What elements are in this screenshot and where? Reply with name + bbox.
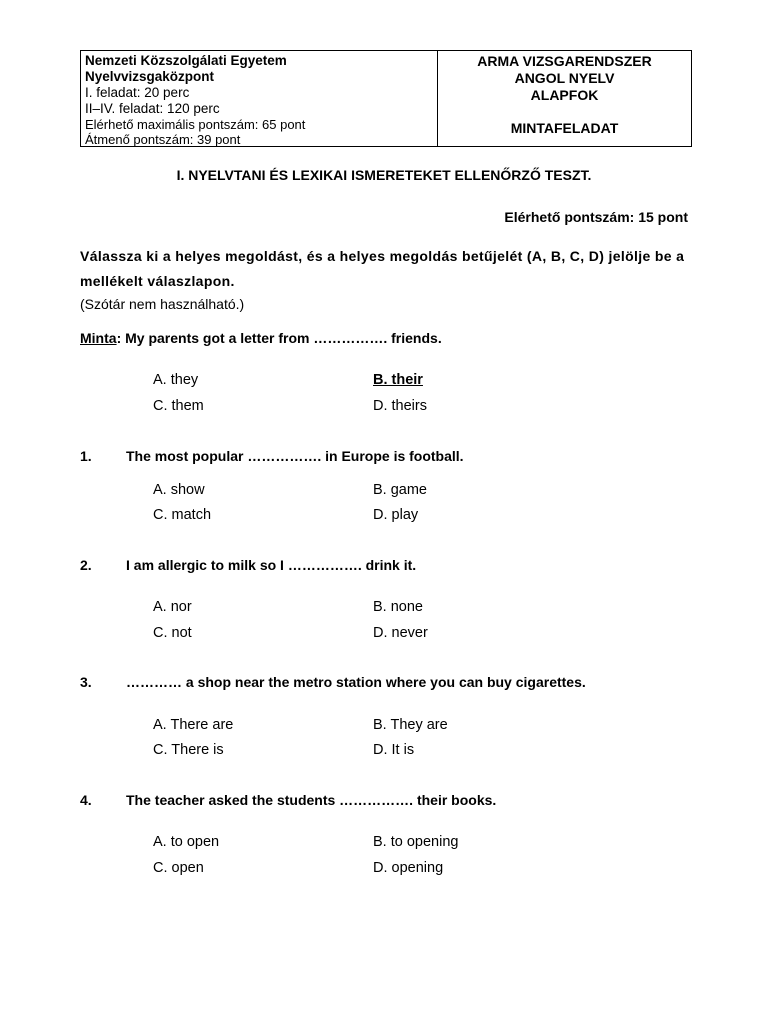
option-b: B. none [373, 599, 423, 615]
option-b: B. game [373, 482, 427, 498]
center-name: Nyelvvizsgaközpont [85, 69, 215, 84]
header-table [80, 50, 692, 147]
option-c: C. not [153, 625, 192, 641]
exam-language: ANGOL NYELV [514, 70, 615, 86]
option-c: C. There is [153, 742, 224, 758]
header-right-cell [438, 51, 691, 146]
example-question [80, 330, 442, 346]
question-2 [80, 557, 416, 573]
question-1 [80, 448, 464, 464]
exam-type: MINTAFELADAT [510, 120, 619, 136]
option-d: D. never [373, 625, 428, 641]
example-label: Minta [80, 330, 117, 346]
option-d: D. play [373, 507, 419, 523]
instructions: Válassza ki a helyes megoldást, és a helyes megoldás betűjelét (A, B, C, D) jelölje be a mellékelt válaszlapon. [80, 248, 685, 289]
max-points-info: Elérhető maximális pontszám: 65 pont [85, 117, 306, 132]
example-option-c: C. them [153, 398, 204, 414]
question-number: 1. [80, 448, 92, 464]
question-4 [80, 792, 496, 808]
question-3 [80, 674, 586, 690]
question-number: 2. [80, 557, 92, 573]
question-text: The most popular ……………. in Europe is football. [126, 448, 464, 464]
question-number: 3. [80, 674, 92, 690]
example-option-b-correct: B. their [373, 372, 423, 388]
option-c: C. open [153, 860, 204, 876]
option-a: A. show [153, 482, 205, 498]
exam-level: ALAPFOK [530, 87, 599, 103]
test-points: Elérhető pontszám: 15 pont [504, 209, 688, 225]
option-a: A. nor [153, 599, 192, 615]
example-option-d: D. theirs [373, 398, 427, 414]
task2-time: II–IV. feladat: 120 perc [85, 101, 220, 116]
option-c: C. match [153, 507, 212, 523]
test-title: I. NYELVTANI ÉS LEXIKAI ISMERETEKET ELLENŐRZŐ TESZT. [176, 167, 592, 183]
option-d: D. opening [373, 860, 444, 876]
task1-time: I. feladat: 20 perc [85, 85, 190, 100]
institution-name: Nemzeti Közszolgálati Egyetem [85, 53, 287, 68]
dictionary-note: (Szótár nem használható.) [80, 296, 245, 312]
question-number: 4. [80, 792, 92, 808]
exam-system: ARMA VIZSGARENDSZER [477, 53, 652, 69]
option-d: D. It is [373, 742, 415, 758]
option-b: B. to opening [373, 834, 459, 850]
header-left-cell [81, 51, 438, 146]
option-a: A. There are [153, 717, 234, 733]
question-text: ………… a shop near the metro station where you can buy cigarettes. [126, 674, 586, 690]
pass-points-info: Átmenő pontszám: 39 pont [85, 132, 241, 147]
option-b: B. They are [373, 717, 448, 733]
example-text: : My parents got a letter from ……………. friends. [116, 330, 442, 346]
option-a: A. to open [153, 834, 220, 850]
question-text: I am allergic to milk so I ……………. drink it. [126, 557, 417, 573]
question-text: The teacher asked the students ……………. their books. [126, 792, 497, 808]
example-option-a: A. they [153, 372, 199, 388]
